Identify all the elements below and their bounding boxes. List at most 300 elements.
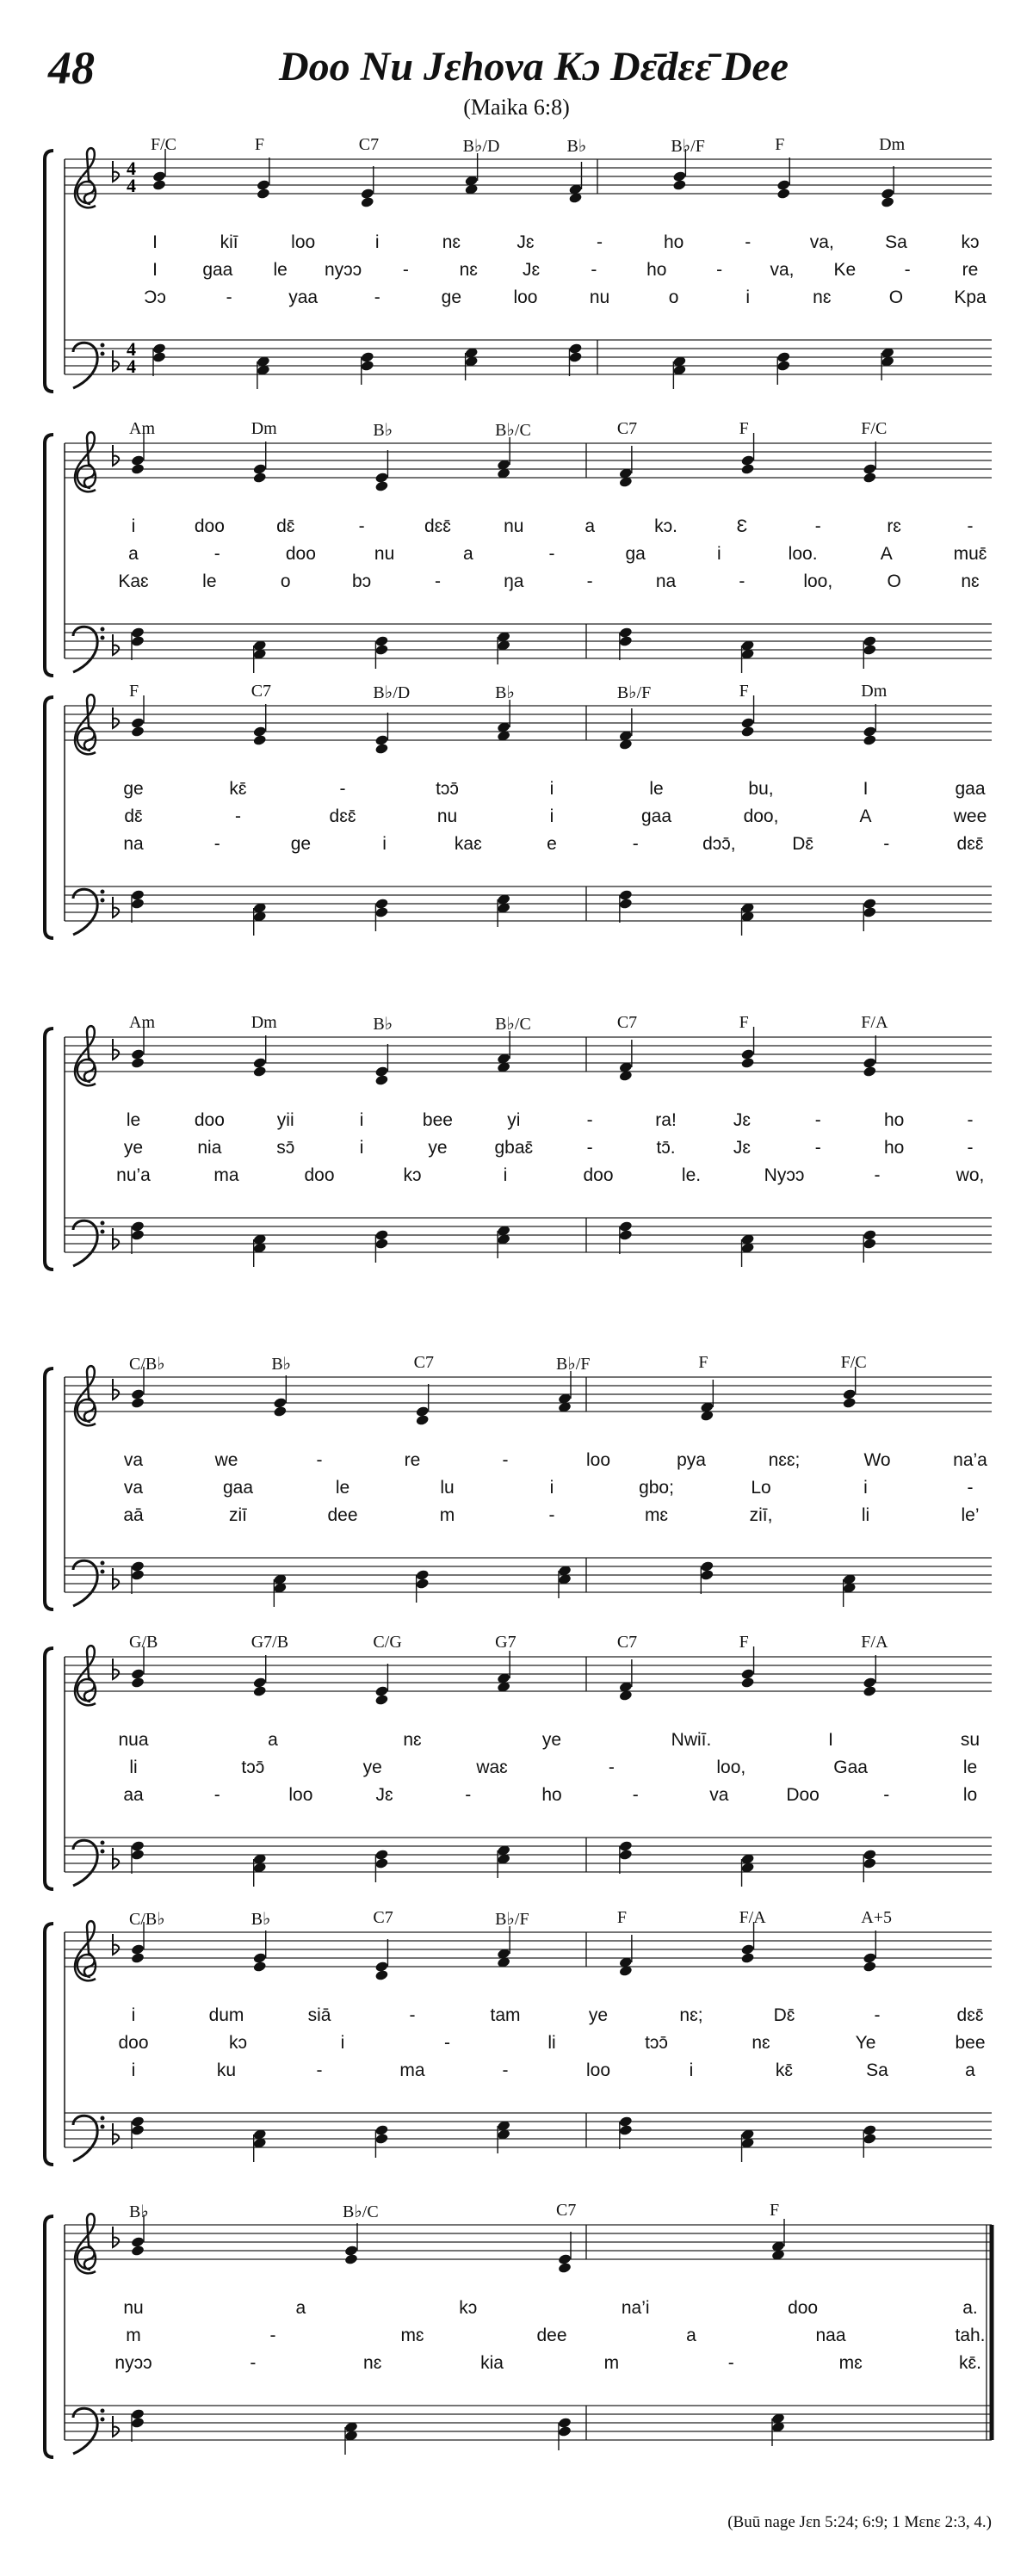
chord-symbol: F/A bbox=[739, 1908, 766, 1927]
chord-symbol: B♭/F bbox=[556, 1355, 591, 1374]
treble-note bbox=[740, 1057, 755, 1069]
chord-symbol: F/A bbox=[861, 1633, 888, 1652]
bass-clef-dot bbox=[101, 1230, 105, 1234]
lyric-syllable: dɛ̄ bbox=[124, 806, 143, 826]
staff-system-graphic bbox=[0, 2199, 1033, 2492]
bass-clef-dot bbox=[101, 627, 105, 632]
chord-symbol: C/B♭ bbox=[129, 1910, 165, 1929]
treble-note bbox=[672, 179, 687, 191]
lyric-syllable: ho bbox=[883, 1138, 905, 1158]
lyric-syllable: - bbox=[339, 779, 346, 799]
lyric-syllable: a bbox=[965, 2060, 975, 2080]
system-bracket bbox=[45, 1648, 53, 1889]
bass-note bbox=[863, 1857, 877, 1869]
lyric-syllable: ye bbox=[362, 1757, 382, 1777]
music-system bbox=[0, 417, 1033, 710]
lyric-syllable: loo bbox=[291, 232, 316, 252]
lyric-syllable: A bbox=[859, 806, 872, 826]
lyric-syllable: - bbox=[213, 1785, 220, 1805]
lyric-syllable: yii bbox=[276, 1110, 294, 1130]
lyric-syllable: loo, bbox=[803, 571, 833, 591]
lyric-syllable: muɛ̄ bbox=[953, 544, 987, 564]
lyric-syllable: a. bbox=[962, 2298, 978, 2318]
lyric-syllable: ra! bbox=[655, 1110, 677, 1130]
lyric-syllable: nɛ bbox=[961, 571, 980, 591]
hymn-title: Doo Nu Jɛhova Kɔ Dɛ̄dɛɛ̄ Dee bbox=[278, 44, 789, 90]
lyric-syllable: Lo bbox=[751, 1478, 771, 1498]
lyric-syllable: - bbox=[597, 232, 603, 252]
lyric-syllable: doo bbox=[304, 1165, 335, 1185]
lyric-syllable: doo bbox=[583, 1165, 614, 1185]
lyric-syllable: va bbox=[123, 1450, 144, 1470]
lyric-syllable: Dɛ̄ bbox=[773, 2005, 795, 2025]
lyric-syllable: le’ bbox=[961, 1505, 980, 1525]
lyric-syllable: a bbox=[462, 544, 473, 564]
lyric-syllable: loo bbox=[585, 2060, 611, 2080]
key-signature-flat bbox=[113, 1848, 119, 1869]
lyric-syllable: - bbox=[465, 1785, 472, 1805]
system-bracket bbox=[45, 1368, 53, 1609]
lyric-syllable: - bbox=[586, 1138, 593, 1158]
chord-symbol: C7 bbox=[616, 419, 638, 438]
lyric-syllable: gaa bbox=[202, 260, 233, 280]
lyric-syllable: i bbox=[131, 516, 136, 536]
lyric-syllable: kɔ. bbox=[654, 516, 677, 536]
lyric-syllable: gaa bbox=[955, 779, 986, 799]
treble-note bbox=[344, 2253, 359, 2265]
treble-note bbox=[131, 1952, 145, 1964]
treble-clef bbox=[75, 1921, 96, 1980]
lyric-syllable: Gaa bbox=[833, 1757, 868, 1777]
bass-note bbox=[568, 351, 583, 363]
lyric-syllable: bu, bbox=[748, 779, 774, 799]
lyric-syllable: dum bbox=[208, 2005, 244, 2025]
lyric-syllable: i bbox=[359, 1138, 364, 1158]
chord-symbol: B♭ bbox=[271, 1355, 292, 1374]
lyric-syllable: loo bbox=[513, 287, 538, 307]
lyric-syllable: - bbox=[226, 287, 232, 307]
bass-note bbox=[374, 644, 389, 656]
lyric-syllable: wo, bbox=[956, 1165, 985, 1185]
bass-note bbox=[619, 1849, 634, 1861]
lyric-syllable: kɔ bbox=[459, 2298, 478, 2318]
chord-symbol: B♭/F bbox=[495, 1910, 529, 1929]
bass-note bbox=[131, 635, 145, 647]
bass-clef-dot bbox=[101, 1221, 105, 1226]
time-signature-top: 4 bbox=[127, 338, 136, 360]
lyric-syllable: lo bbox=[962, 1785, 978, 1805]
lyric-syllable: sɔ̄ bbox=[276, 1138, 295, 1158]
lyric-syllable: loo. bbox=[788, 544, 818, 564]
lyric-syllable: - bbox=[814, 1110, 821, 1130]
lyric-syllable: kia bbox=[480, 2353, 504, 2373]
lyric-syllable: nua bbox=[118, 1730, 149, 1750]
lyric-syllable: - bbox=[213, 544, 220, 564]
lyric-syllable: loo bbox=[585, 1450, 611, 1470]
lyric-syllable: - bbox=[548, 1505, 555, 1525]
lyric-syllable: ye bbox=[541, 1730, 562, 1750]
lyric-syllable: i bbox=[374, 232, 380, 252]
lyric-syllable: nu bbox=[589, 287, 610, 307]
bass-note bbox=[619, 635, 634, 647]
bass-clef-dot bbox=[101, 1561, 105, 1566]
chord-symbol: C/G bbox=[373, 1633, 402, 1652]
lyric-syllable: we bbox=[214, 1450, 238, 1470]
key-signature-flat bbox=[113, 350, 119, 371]
treble-note bbox=[863, 1066, 877, 1078]
scripture-reference: (Maika 6:8) bbox=[463, 95, 570, 120]
lyric-syllable: va, bbox=[809, 232, 834, 252]
lyric-syllable: Sa bbox=[866, 2060, 888, 2080]
lyric-syllable: - bbox=[586, 571, 593, 591]
lyric-syllable: aa bbox=[123, 1785, 144, 1805]
staff-system-graphic bbox=[0, 417, 1033, 710]
lyric-syllable: tam bbox=[490, 2005, 521, 2025]
lyric-syllable: o bbox=[668, 287, 679, 307]
chord-symbol: B♭/D bbox=[462, 137, 500, 156]
bass-clef-dot bbox=[101, 1850, 105, 1854]
system-bracket bbox=[45, 435, 53, 676]
lyric-syllable: - bbox=[874, 1165, 881, 1185]
chord-symbol: F bbox=[616, 1908, 627, 1927]
lyric-syllable: - bbox=[904, 260, 911, 280]
treble-note bbox=[740, 726, 755, 738]
lyric-syllable: - bbox=[213, 834, 220, 854]
lyric-syllable: o bbox=[280, 571, 291, 591]
lyric-syllable: ye bbox=[123, 1138, 144, 1158]
chord-symbol: B♭/C bbox=[495, 1015, 531, 1034]
lyric-syllable: gaa bbox=[640, 806, 672, 826]
lyric-syllable: dee bbox=[536, 2326, 567, 2345]
lyric-syllable: nɛ bbox=[403, 1730, 422, 1750]
lyric-syllable: - bbox=[967, 1478, 974, 1498]
bass-note bbox=[131, 898, 145, 910]
lyric-syllable: kɛ̄. bbox=[959, 2353, 981, 2373]
lyric-syllable: le. bbox=[681, 1165, 702, 1185]
treble-clef bbox=[75, 1026, 96, 1085]
treble-note bbox=[374, 1074, 389, 1086]
lyric-syllable: kɔ bbox=[229, 2033, 247, 2053]
lyric-syllable: doo bbox=[788, 2298, 819, 2318]
key-signature-flat bbox=[113, 897, 119, 917]
lyric-syllable: nɛ bbox=[442, 232, 461, 252]
lyric-syllable: - bbox=[814, 516, 821, 536]
lyric-syllable: aā bbox=[123, 1505, 144, 1525]
key-signature-flat bbox=[113, 161, 119, 182]
time-signature-top: 4 bbox=[127, 158, 136, 179]
key-signature-flat bbox=[113, 2123, 119, 2144]
lyric-syllable: lu bbox=[440, 1478, 455, 1498]
music-system bbox=[0, 1351, 1033, 1644]
treble-note bbox=[252, 1961, 267, 1973]
lyric-syllable: i bbox=[689, 2060, 694, 2080]
staff-system-graphic bbox=[0, 680, 1033, 973]
lyric-syllable: i bbox=[131, 2005, 136, 2025]
treble-note bbox=[740, 463, 755, 475]
chord-symbol: F/C bbox=[861, 419, 888, 438]
lyric-syllable: - bbox=[883, 834, 890, 854]
lyric-syllable: bee bbox=[422, 1110, 453, 1130]
lyric-syllable: - bbox=[316, 1450, 323, 1470]
lyric-syllable: Ye bbox=[855, 2033, 876, 2053]
bass-note bbox=[619, 898, 634, 910]
lyric-syllable: dee bbox=[327, 1505, 358, 1525]
lyric-syllable: - bbox=[745, 232, 752, 252]
key-signature-flat bbox=[113, 1228, 119, 1249]
lyric-syllable: re bbox=[962, 260, 979, 280]
treble-clef bbox=[75, 148, 96, 207]
treble-note bbox=[252, 1685, 267, 1697]
bass-note bbox=[619, 2124, 634, 2136]
lyric-syllable: bee bbox=[955, 2033, 986, 2053]
lyric-syllable: dɛ̄ bbox=[276, 516, 295, 536]
chord-symbol: B♭/F bbox=[616, 683, 652, 702]
time-signature-bottom: 4 bbox=[127, 355, 136, 377]
bass-note bbox=[863, 1238, 877, 1250]
lyric-syllable: na’a bbox=[953, 1450, 987, 1470]
lyric-syllable: a bbox=[128, 544, 139, 564]
lyric-syllable: nɛ bbox=[363, 2353, 382, 2373]
lyric-syllable: dɛɛ̄ bbox=[956, 2005, 984, 2025]
lyric-syllable: m bbox=[603, 2353, 620, 2373]
lyric-syllable: Wo bbox=[863, 1450, 891, 1470]
chord-symbol: Dm bbox=[879, 135, 906, 154]
lyric-syllable: bɔ bbox=[351, 571, 372, 591]
chord-symbol: B♭ bbox=[373, 421, 393, 440]
lyric-syllable: i bbox=[745, 287, 751, 307]
music-system bbox=[0, 1011, 1033, 1304]
chord-symbol: C/B♭ bbox=[129, 1355, 165, 1374]
lyric-syllable: Jɛ bbox=[733, 1110, 751, 1130]
lyric-syllable: doo bbox=[118, 2033, 149, 2053]
lyric-syllable: - bbox=[235, 806, 241, 826]
lyric-syllable: tɔɔ̄ bbox=[436, 779, 459, 799]
music-system bbox=[0, 1906, 1033, 2199]
lyric-syllable: - bbox=[967, 516, 974, 536]
lyric-syllable: - bbox=[434, 571, 441, 591]
staff-system-graphic bbox=[0, 1351, 1033, 1644]
lyric-syllable: A bbox=[880, 544, 893, 564]
lyric-syllable: Ɛ bbox=[736, 516, 748, 536]
lyric-syllable: ma bbox=[213, 1165, 239, 1185]
chord-symbol: F bbox=[129, 682, 139, 701]
lyric-syllable: li bbox=[129, 1757, 138, 1777]
treble-clef bbox=[75, 2214, 96, 2273]
lyric-syllable: na bbox=[123, 834, 144, 854]
lyric-syllable: dɔɔ̄, bbox=[702, 834, 736, 854]
lyric-syllable: tɔ̄. bbox=[656, 1138, 676, 1158]
lyric-syllable: i bbox=[549, 1478, 554, 1498]
chord-symbol: B♭/C bbox=[495, 421, 531, 440]
treble-clef bbox=[75, 1366, 96, 1425]
bass-note bbox=[374, 906, 389, 918]
chord-symbol: G/B bbox=[129, 1633, 158, 1652]
chord-symbol: Dm bbox=[861, 682, 888, 701]
treble-note bbox=[374, 1694, 389, 1706]
chord-symbol: B♭/D bbox=[373, 683, 411, 702]
lyric-syllable: Kpa bbox=[954, 287, 987, 307]
treble-note bbox=[842, 1397, 857, 1409]
chord-symbol: B♭/F bbox=[671, 137, 705, 156]
bass-clef-dot bbox=[101, 890, 105, 894]
lyric-syllable: na bbox=[655, 571, 677, 591]
bass-note bbox=[131, 1849, 145, 1861]
key-signature-flat bbox=[113, 1379, 119, 1399]
lyric-syllable: tɔɔ̄ bbox=[645, 2033, 668, 2053]
key-signature-flat bbox=[113, 445, 119, 466]
lyric-syllable: Ɔɔ bbox=[144, 287, 166, 307]
bass-note bbox=[131, 2124, 145, 2136]
chord-symbol: F bbox=[739, 1633, 749, 1652]
lyric-syllable: nɛɛ; bbox=[768, 1450, 801, 1470]
lyric-syllable: - bbox=[250, 2353, 257, 2373]
time-signature-bottom: 4 bbox=[127, 175, 136, 196]
system-bracket bbox=[45, 1029, 53, 1269]
treble-note bbox=[152, 179, 167, 191]
lyric-syllable: loo bbox=[288, 1785, 313, 1805]
lyric-syllable: nu bbox=[374, 544, 395, 564]
lyric-syllable: a bbox=[585, 516, 596, 536]
lyric-syllable: Dɛ̄ bbox=[792, 834, 813, 854]
lyric-syllable: doo bbox=[285, 544, 316, 564]
lyric-syllable: le bbox=[202, 571, 217, 591]
bass-note bbox=[863, 906, 877, 918]
treble-note bbox=[252, 1066, 267, 1078]
lyric-syllable: naa bbox=[815, 2326, 846, 2345]
lyric-syllable: - bbox=[586, 1110, 593, 1130]
lyric-syllable: nu bbox=[436, 806, 458, 826]
treble-clef bbox=[75, 432, 96, 491]
lyric-syllable: I bbox=[152, 232, 158, 252]
lyric-syllable: kɔ bbox=[961, 232, 980, 252]
bass-note bbox=[374, 1238, 389, 1250]
bass-clef-dot bbox=[101, 1570, 105, 1574]
music-system bbox=[0, 133, 1033, 426]
lyric-syllable: ye bbox=[588, 2005, 609, 2025]
lyric-syllable: gaa bbox=[222, 1478, 254, 1498]
treble-note bbox=[374, 1969, 389, 1981]
bass-note bbox=[619, 1229, 634, 1241]
lyric-syllable: kaɛ bbox=[454, 834, 482, 854]
treble-note bbox=[131, 1677, 145, 1689]
lyric-syllable: ge bbox=[441, 287, 462, 307]
lyric-syllable: doo, bbox=[743, 806, 779, 826]
music-system bbox=[0, 680, 1033, 973]
lyric-syllable: I bbox=[863, 779, 869, 799]
music-system bbox=[0, 2199, 1033, 2492]
lyric-syllable: i bbox=[549, 806, 554, 826]
lyric-syllable: - bbox=[883, 1785, 890, 1805]
lyric-syllable: siā bbox=[307, 2005, 331, 2025]
lyric-syllable: - bbox=[316, 2060, 323, 2080]
lyric-syllable: i bbox=[131, 2060, 136, 2080]
lyric-syllable: - bbox=[632, 834, 639, 854]
lyric-syllable: nu’a bbox=[116, 1165, 151, 1185]
bass-clef-dot bbox=[101, 2418, 105, 2422]
lyric-syllable: ye bbox=[428, 1138, 448, 1158]
bass-note bbox=[558, 2425, 572, 2437]
lyric-syllable: - bbox=[374, 287, 380, 307]
system-bracket bbox=[45, 2216, 53, 2457]
lyric-syllable: - bbox=[444, 2033, 450, 2053]
lyric-syllable: Doo bbox=[786, 1785, 820, 1805]
treble-note bbox=[131, 2245, 145, 2257]
chord-symbol: F bbox=[770, 2201, 780, 2220]
chord-symbol: G7 bbox=[495, 1633, 516, 1652]
treble-note bbox=[863, 1685, 877, 1697]
key-signature-flat bbox=[113, 634, 119, 655]
chord-symbol: C7 bbox=[373, 1908, 393, 1927]
chord-symbol: C7 bbox=[616, 1633, 638, 1652]
treble-note bbox=[273, 1405, 288, 1418]
lyric-syllable: - bbox=[409, 2005, 416, 2025]
treble-note bbox=[252, 734, 267, 746]
lyric-syllable: ho bbox=[883, 1110, 905, 1130]
bass-clef-dot bbox=[101, 636, 105, 640]
lyric-syllable: nɛ bbox=[459, 260, 478, 280]
bass-clef-dot bbox=[101, 2125, 105, 2129]
lyric-syllable: mɛ bbox=[400, 2326, 424, 2345]
lyric-syllable: yaa bbox=[288, 287, 319, 307]
lyric-syllable: - bbox=[402, 260, 409, 280]
chord-symbol: B♭/C bbox=[343, 2202, 379, 2221]
lyric-syllable: - bbox=[739, 571, 745, 591]
lyric-syllable: doo bbox=[194, 1110, 225, 1130]
chord-symbol: B♭ bbox=[129, 2202, 149, 2221]
lyric-syllable: tah. bbox=[955, 2326, 986, 2345]
lyric-syllable: li bbox=[861, 1505, 870, 1525]
chord-symbol: F/C bbox=[840, 1353, 867, 1372]
lyric-syllable: Ke bbox=[833, 260, 857, 280]
chord-symbol: Dm bbox=[251, 1013, 277, 1032]
lyric-syllable: Nwiī. bbox=[671, 1730, 712, 1750]
lyric-syllable: ga bbox=[625, 544, 646, 564]
lyric-syllable: le bbox=[273, 260, 288, 280]
chord-symbol: B♭ bbox=[566, 137, 587, 156]
bass-clef-dot bbox=[101, 343, 105, 348]
lyric-syllable: le bbox=[962, 1757, 978, 1777]
bass-clef-dot bbox=[101, 1841, 105, 1845]
lyric-syllable: O bbox=[887, 571, 901, 591]
chord-symbol: Am bbox=[129, 1013, 155, 1032]
treble-note bbox=[131, 1057, 145, 1069]
lyric-syllable: ma bbox=[399, 2060, 425, 2080]
lyric-syllable: loo, bbox=[716, 1757, 746, 1777]
bass-note bbox=[700, 1569, 714, 1581]
lyric-syllable: Kaɛ bbox=[118, 571, 149, 591]
chord-symbol: C7 bbox=[413, 1353, 434, 1372]
lyric-syllable: va bbox=[709, 1785, 729, 1805]
music-system bbox=[0, 1631, 1033, 1924]
chord-symbol: F bbox=[739, 682, 749, 701]
bass-clef-dot bbox=[101, 352, 105, 356]
treble-note bbox=[863, 1961, 877, 1973]
chord-symbol: Dm bbox=[251, 419, 277, 438]
lyric-syllable: tɔɔ̄ bbox=[241, 1757, 265, 1777]
lyric-syllable: I bbox=[828, 1730, 833, 1750]
lyric-syllable: Nyɔɔ bbox=[764, 1165, 805, 1185]
lyric-syllable: - bbox=[874, 2005, 881, 2025]
lyric-syllable: nɛ; bbox=[679, 2005, 703, 2025]
lyric-syllable: ziī, bbox=[749, 1505, 773, 1525]
lyric-syllable: kɔ bbox=[403, 1165, 422, 1185]
lyric-syllable: na’i bbox=[621, 2298, 650, 2318]
lyric-syllable: dɛɛ̄ bbox=[956, 834, 984, 854]
lyric-syllable: - bbox=[502, 1450, 509, 1470]
lyric-syllable: kɛ̄ bbox=[229, 779, 247, 799]
lyric-syllable: - bbox=[967, 1138, 974, 1158]
lyric-syllable: doo bbox=[194, 516, 225, 536]
